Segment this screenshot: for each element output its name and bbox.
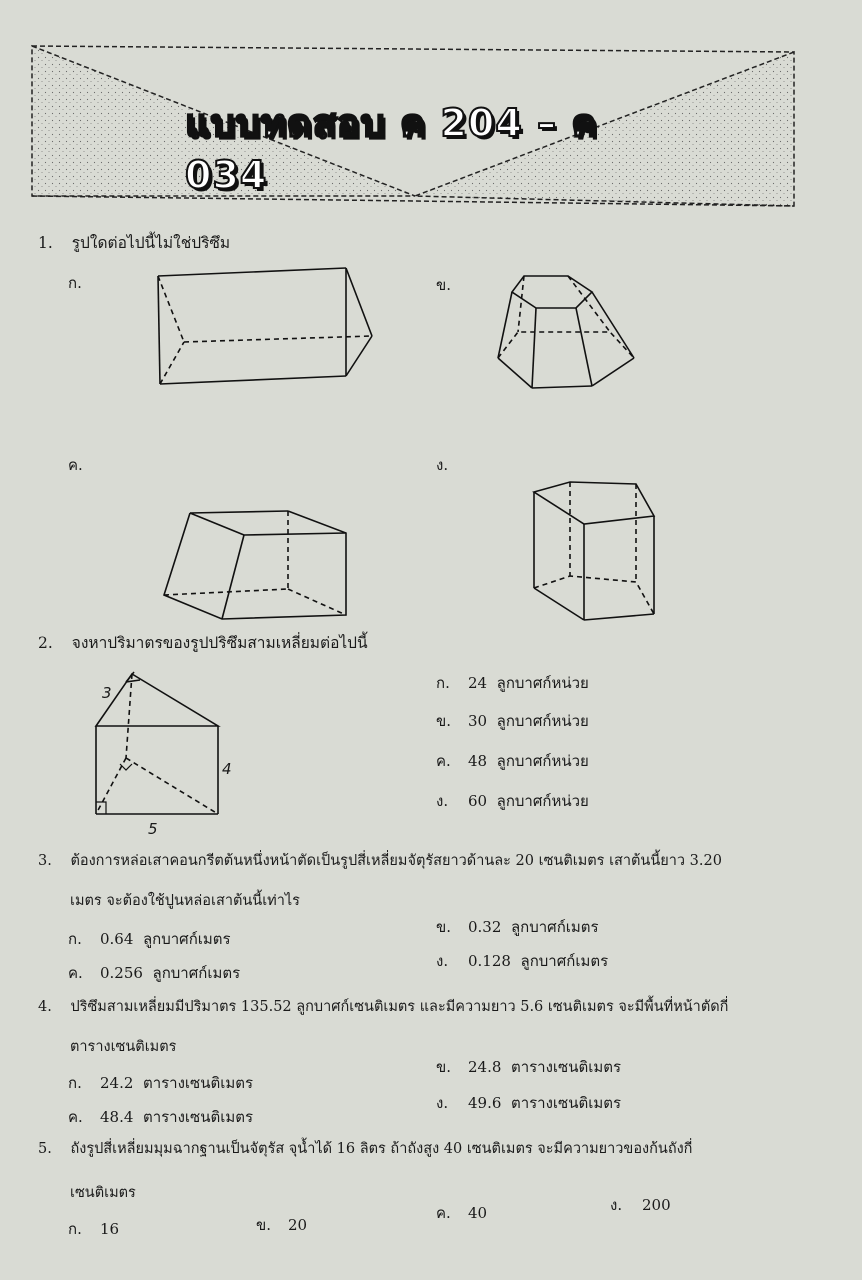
question-number: 2.	[38, 634, 53, 652]
option-a: ก. 24.2 ตารางเซนติเมตร	[68, 1074, 254, 1092]
option-c: ค. 40	[436, 1204, 488, 1222]
option-letter: ค.	[68, 456, 83, 474]
question-2	[38, 636, 368, 652]
question-text-cont: เซนติเมตร	[70, 1185, 136, 1201]
option-a: ก. 16	[68, 1220, 120, 1238]
question-text: ปริซึมสามเหลี่ยมมีปริมาตร 135.52 ลูกบาศก์เซนติเมตร และมีความยาว 5.6 เซนติเมตร จะมีพื้นที่หน้าตัดกี่	[70, 999, 729, 1015]
edge-label-5: 5	[148, 820, 158, 838]
option-b: ข. 24.8 ตารางเซนติเมตร	[436, 1058, 622, 1076]
question-text: ถังรูปสี่เหลี่ยมมุมฉากฐานเป็นจัตุรัส จุน้ำได้ 16 ลิตร ถ้าถังสูง 40 เซนติเมตร จะมีความยาวของก้นถังกี่	[70, 1141, 693, 1157]
edge-label-4: 4	[222, 760, 232, 778]
question-text-cont: เมตร จะต้องใช้ปูนหล่อเสาต้นนี้เท่าไร	[70, 893, 300, 909]
triangular-prism-figure	[150, 260, 380, 390]
question-text: รูปใดต่อไปนี้ไม่ใช่ปริซึม	[71, 234, 231, 252]
question-number: 4.	[38, 999, 52, 1015]
question-text: ต้องการหล่อเสาคอนกรีตต้นหนึ่งหน้าตัดเป็นรูปสี่เหลี่ยมจัตุรัสยาวด้านละ 20 เซนติเมตร เสาต้นนี้ยาว 3.20	[70, 853, 722, 869]
option-d: ง. 0.128 ลูกบาศก์เมตร	[436, 952, 609, 970]
frustum-figure	[490, 272, 640, 392]
option-c: ค. 48 ลูกบาศก์หน่วย	[436, 752, 589, 770]
option-c: ค. 48.4 ตารางเซนติเมตร	[68, 1108, 254, 1126]
question-4	[38, 1000, 728, 1015]
question-1	[38, 236, 230, 252]
page-title: แบบทดสอบ ค 204 – ค 034	[185, 101, 598, 197]
option-b: ข. 30 ลูกบาศก์หน่วย	[436, 712, 589, 730]
question-3	[38, 854, 722, 869]
question-number: 3.	[38, 853, 52, 869]
option-a: ก. 24 ลูกบาศก์หน่วย	[436, 674, 589, 692]
edge-label-3: 3	[102, 684, 112, 702]
option-letter: ข.	[436, 276, 452, 294]
pentagonal-prism-figure	[528, 478, 660, 624]
question-number: 1.	[38, 234, 53, 252]
option-d: ง. 60 ลูกบาศก์หน่วย	[436, 792, 589, 810]
option-letter: ก.	[68, 274, 82, 292]
question-5	[38, 1142, 692, 1157]
question-text-cont: ตารางเซนติเมตร	[70, 1039, 177, 1055]
option-a: ก. 0.64 ลูกบาศก์เมตร	[68, 930, 231, 948]
question-text: จงหาปริมาตรของรูปปริซึมสามเหลี่ยมต่อไปนี้	[71, 634, 368, 652]
option-b: ข. 20	[256, 1216, 308, 1234]
option-c: ค. 0.256 ลูกบาศก์เมตร	[68, 964, 241, 982]
question-number: 5.	[38, 1141, 52, 1157]
option-letter: ง.	[436, 456, 449, 474]
trapezoid-prism-figure	[158, 505, 358, 623]
option-b: ข. 0.32 ลูกบาศก์เมตร	[436, 918, 599, 936]
option-d: ง. 200	[610, 1196, 671, 1214]
option-d: ง. 49.6 ตารางเซนติเมตร	[436, 1094, 622, 1112]
